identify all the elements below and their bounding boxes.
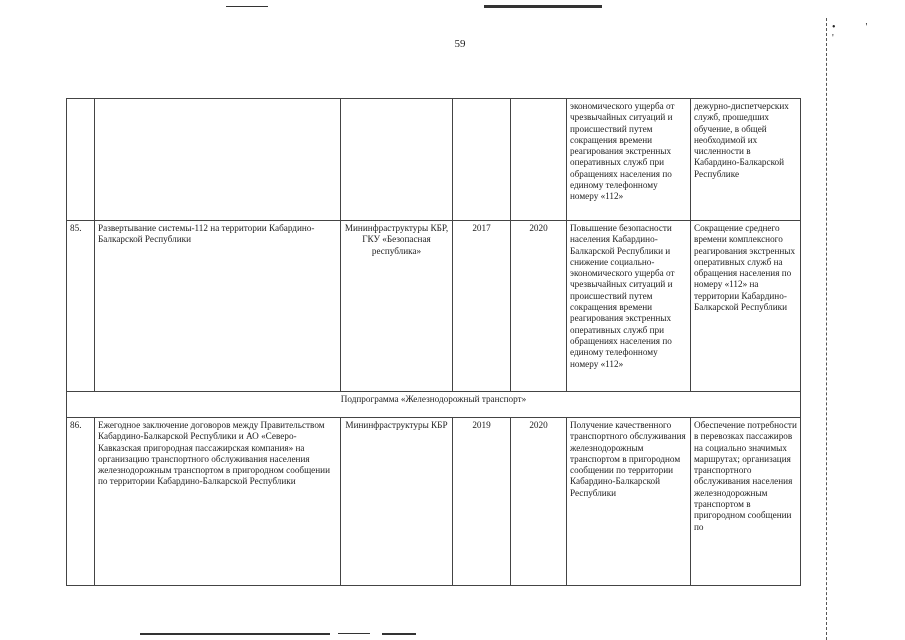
indicator-cell: Обеспечение потребности в перевозках пассажиров на социально значимых маршрутах; организация транспортного обслуживания населения железнодорожным транспортом в пригородном сообщении по [691, 418, 801, 586]
scan-mark-bottom-left [140, 633, 330, 635]
start-year-cell [453, 99, 511, 221]
subprogram-row [67, 392, 801, 418]
executor-cell: Мининфраструктуры КБР [341, 418, 453, 586]
executor-cell [341, 99, 453, 221]
start-year-cell: 2017 [453, 221, 511, 392]
row-number-cell: 86. [67, 418, 95, 586]
expected-result-cell: Получение качественного транспортного обслуживания железнодорожным транспортом в пригородном сообщении по территории Кабардино-Балкарской Республики [567, 418, 691, 586]
table-row [67, 221, 801, 392]
scan-mark-bottom-right [382, 633, 416, 635]
row-number-cell: 85. [67, 221, 95, 392]
scan-edge-marks: •' ' [832, 22, 898, 44]
row-number-cell [67, 99, 95, 221]
end-year-cell: 2020 [511, 418, 567, 586]
end-year-cell [511, 99, 567, 221]
scan-mark-top-left [226, 6, 268, 7]
table-row [67, 418, 801, 586]
scan-mark-bottom-mid [338, 633, 370, 634]
expected-result-cell: экономического ущерба от чрезвычайных ситуаций и происшествий путем сокращения времени реагирования экстренных оперативных служб при обращениях населения по единому телефонному номеру «112» [567, 99, 691, 221]
subprogram-title: Подпрограмма «Железнодорожный транспорт» [67, 392, 801, 418]
end-year-cell: 2020 [511, 221, 567, 392]
indicator-cell: дежурно-диспетчерских служб, прошедших обучение, в общей необходимой их численности в Кабардино-Балкарской Республике [691, 99, 801, 221]
measure-name-cell: Ежегодное заключение договоров между Правительством Кабардино-Балкарской Республики и АО «Северо-Кавказская пригородная пассажирская компания» на организацию транспортного обслуживания населения железнодорожным транспортом в пригородном сообщении по территории Кабардино-Балкарской Республики [95, 418, 341, 586]
measure-name-cell: Развертывание системы-112 на территории Кабардино-Балкарской Республики [95, 221, 341, 392]
executor-cell: Мининфраструктуры КБР, ГКУ «Безопасная республика» [341, 221, 453, 392]
table-row [67, 99, 801, 221]
expected-result-cell: Повышение безопасности населения Кабардино-Балкарской Республики и снижение социально-экономического ущерба от чрезвычайных ситуаций и происшествий путем сокращения времени реагирования экстренных оперативных служб при обращениях населения по единому телефонному номеру «112» [567, 221, 691, 392]
program-plan-table [66, 98, 801, 586]
page-number: 59 [454, 38, 466, 50]
measure-name-cell [95, 99, 341, 221]
start-year-cell: 2019 [453, 418, 511, 586]
indicator-cell: Сокращение среднего времени комплексного реагирования экстренных оперативных служб на обращения населения по номеру «112» на территории Кабардино-Балкарской Республики [691, 221, 801, 392]
page-fold-line [826, 18, 827, 640]
scan-mark-top-center [484, 5, 602, 8]
